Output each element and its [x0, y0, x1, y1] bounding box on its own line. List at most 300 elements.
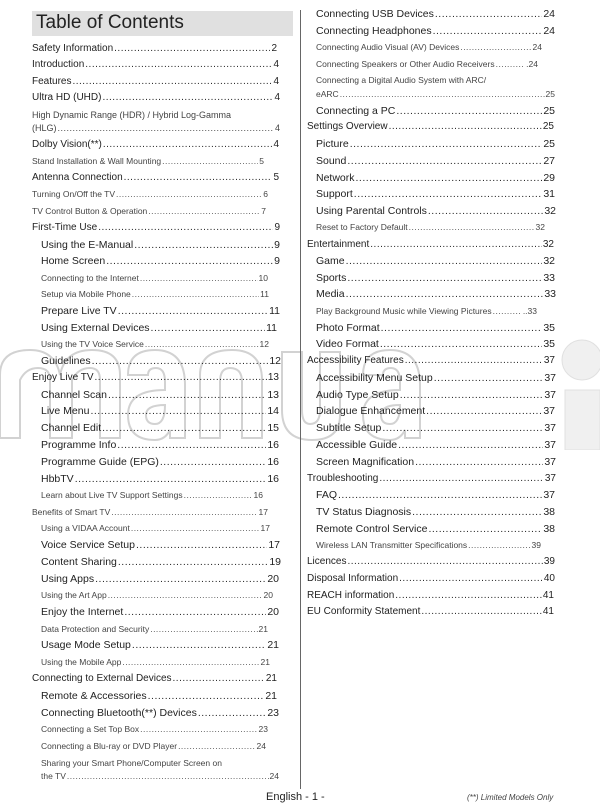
toc-entry-label: TV Control Button & Operation — [32, 206, 148, 216]
toc-entry-page-number: 33 — [544, 288, 556, 300]
footer-limited-models-note: (**) Limited Models Only — [467, 793, 554, 802]
toc-entry-label: Turning On/Off the TV — [32, 189, 115, 199]
toc-entry-page-number: 21 — [260, 657, 270, 667]
toc-entry-label: Ultra HD (UHD) — [32, 92, 102, 103]
toc-entry-page-number: 32 — [535, 222, 545, 232]
dot-leader — [493, 304, 522, 318]
toc-entry-page-number: 41 — [542, 590, 554, 601]
toc-entry-label: Screen Magnification — [316, 456, 415, 468]
toc-entry[interactable] — [41, 555, 281, 569]
dot-leader — [184, 488, 253, 502]
toc-entry-label: Connecting a Blu-ray or DVD Player — [41, 741, 178, 751]
toc-entry[interactable] — [41, 605, 279, 619]
dot-leader — [134, 238, 273, 252]
dot-leader — [356, 171, 543, 185]
toc-entry-page-number: 25 — [543, 138, 555, 150]
toc-entry[interactable] — [41, 638, 279, 652]
toc-entry-label: Game — [316, 255, 345, 267]
toc-entry-page-number: 16 — [253, 490, 263, 500]
dot-leader — [435, 7, 542, 21]
toc-entry-page-number: 24 — [532, 42, 542, 52]
toc-entry-page-number: 15 — [267, 422, 279, 434]
toc-entry-label: Sports — [316, 272, 347, 284]
dot-leader — [399, 572, 543, 586]
toc-entry-label: Connecting a PC — [316, 105, 396, 117]
toc-entry-page-number: 17 — [258, 507, 268, 517]
dot-leader — [380, 337, 542, 351]
dot-leader — [340, 87, 545, 101]
toc-entry[interactable] — [307, 120, 554, 134]
toc-entry[interactable] — [32, 75, 279, 89]
toc-entry-label: Using the TV Voice Service — [41, 339, 144, 349]
toc-entry-page-number: 6 — [263, 189, 268, 199]
toc-entry-page-number: 38 — [543, 523, 555, 535]
toc-entry-label: Using Apps — [41, 573, 95, 585]
dot-leader — [400, 388, 544, 402]
toc-entry[interactable] — [32, 42, 277, 56]
toc-title-bar — [32, 11, 293, 36]
toc-entry-page-number: 32 — [542, 239, 554, 250]
toc-entry-label: Disposal Information — [307, 573, 399, 584]
dot-leader — [95, 371, 267, 385]
toc-entry-label: Connecting Headphones — [316, 25, 432, 37]
dot-leader — [103, 138, 273, 152]
toc-entry[interactable] — [32, 154, 264, 168]
toc-entry[interactable] — [41, 472, 279, 486]
toc-entry-page-number: 24 — [256, 741, 266, 751]
toc-entry[interactable] — [41, 521, 270, 535]
toc-entry-label: HbbTV — [41, 473, 74, 485]
dot-leader — [118, 555, 268, 569]
toc-entry-label: Safety Information — [32, 43, 114, 54]
toc-entry-page-number: 4 — [274, 92, 280, 103]
toc-entry[interactable] — [316, 7, 555, 21]
dot-leader — [132, 638, 266, 652]
toc-entry-page-number: 19 — [269, 556, 281, 568]
toc-entry[interactable] — [41, 488, 263, 502]
toc-entry[interactable] — [316, 254, 555, 268]
toc-entry[interactable] — [41, 588, 273, 602]
toc-entry-label: FAQ — [316, 489, 338, 501]
toc-entry-label: Usage Mode Setup — [41, 639, 131, 651]
toc-entry-page-number: 11 — [260, 289, 269, 299]
dot-leader — [350, 137, 543, 151]
dot-leader — [178, 739, 255, 753]
toc-entry-label: Troubleshooting — [307, 473, 379, 484]
toc-entry-label: Enjoy the Internet — [41, 606, 124, 618]
toc-entry[interactable] — [316, 204, 556, 218]
toc-entry-label: Connecting Speakers or Other Audio Receivers — [316, 59, 495, 69]
toc-entry[interactable] — [316, 421, 556, 435]
dot-leader — [108, 588, 263, 602]
toc-entry-page-number: 23 — [267, 707, 279, 719]
toc-title: Table of Contents — [36, 12, 184, 33]
dot-leader — [395, 589, 542, 603]
dot-leader — [114, 42, 270, 56]
toc-entry[interactable] — [316, 154, 555, 168]
dot-leader — [117, 438, 266, 452]
toc-entry[interactable] — [32, 187, 268, 201]
toc-entry[interactable] — [307, 572, 555, 586]
toc-entry-label: Connecting Audio Visual (AV) Devices — [316, 42, 460, 52]
toc-entry-page-number: 9 — [274, 222, 280, 233]
toc-entry-label: Reset to Factory Default — [316, 222, 408, 232]
dot-leader — [370, 238, 542, 252]
toc-entry-label: Dialogue Enhancement — [316, 405, 426, 417]
toc-entry-label: Enjoy Live TV — [32, 372, 94, 383]
toc-entry-label-continuation: eARC — [316, 89, 339, 99]
toc-entry[interactable] — [32, 371, 279, 385]
toc-entry-label: Connecting to the Internet — [41, 273, 139, 283]
toc-entry-label: Prepare Live TV — [41, 305, 117, 317]
toc-entry-page-number: 24 — [269, 771, 279, 781]
toc-entry[interactable] — [316, 388, 556, 402]
dot-leader — [75, 472, 267, 486]
toc-entry[interactable] — [316, 404, 555, 418]
toc-entry[interactable] — [32, 171, 279, 185]
dot-leader — [106, 254, 273, 268]
dot-leader — [67, 769, 269, 783]
dot-leader — [428, 204, 543, 218]
toc-entry-page-number: 39 — [543, 556, 555, 567]
toc-entry[interactable] — [316, 488, 555, 502]
toc-entry-label: Remote & Accessories — [41, 690, 147, 702]
toc-entry-page-number: 37 — [544, 422, 556, 434]
toc-entry-label: Programme Info — [41, 439, 117, 451]
toc-entry[interactable] — [32, 204, 266, 218]
dot-leader — [108, 388, 266, 402]
toc-entry-page-number: 24 — [543, 8, 555, 20]
toc-entry-label: Connecting a Set Top Box — [41, 724, 140, 734]
toc-entry[interactable] — [307, 472, 556, 486]
dot-leader — [346, 287, 544, 301]
toc-entry-label: Connecting USB Devices — [316, 8, 434, 20]
toc-entry-page-number: 9 — [274, 239, 280, 251]
toc-entry-page-number: 21 — [258, 624, 268, 634]
toc-entry-page-number: 14 — [267, 405, 279, 417]
toc-entry-label: Content Sharing — [41, 556, 117, 568]
dot-leader — [136, 538, 267, 552]
toc-entry-label: Antenna Connection — [32, 172, 123, 183]
dot-leader — [151, 321, 266, 335]
dot-leader — [90, 404, 266, 418]
toc-entry-page-number: 24 — [543, 25, 555, 37]
toc-entry[interactable] — [316, 337, 555, 351]
toc-entry-label: Entertainment — [307, 239, 370, 250]
toc-entry[interactable] — [316, 220, 545, 234]
toc-entry-page-number: 16 — [267, 439, 279, 451]
toc-entry[interactable] — [307, 605, 554, 619]
toc-entry-label: EU Conformity Statement — [307, 606, 421, 617]
toc-entry-label: Play Background Music while Viewing Pictures — [316, 306, 492, 316]
dot-leader — [162, 154, 258, 168]
dot-leader — [124, 171, 273, 185]
dot-leader — [354, 187, 543, 201]
toc-entry-page-number: 40 — [543, 573, 555, 584]
toc-entry[interactable] — [41, 254, 280, 268]
toc-entry-label: Using the E-Manual — [41, 239, 134, 251]
toc-entry-page-number: 33 — [543, 272, 555, 284]
toc-entry-page-number: 35 — [543, 322, 555, 334]
toc-entry-page-number: 37 — [544, 389, 556, 401]
toc-entry-label: Learn about Live TV Support Settings — [41, 490, 183, 500]
toc-entry[interactable] — [316, 455, 556, 469]
toc-entry-label: Remote Control Service — [316, 523, 428, 535]
dot-leader — [426, 404, 542, 418]
toc-entry[interactable] — [316, 40, 542, 54]
toc-entry-label: Connecting Bluetooth(**) Devices — [41, 707, 197, 719]
dot-leader — [95, 572, 266, 586]
toc-entry-page-number: 21 — [265, 690, 277, 702]
toc-entry-label: Settings Overview — [307, 121, 388, 132]
toc-entry[interactable] — [41, 455, 279, 469]
dot-leader — [85, 58, 272, 72]
toc-entry[interactable] — [316, 522, 555, 536]
toc-entry-page-number: 35 — [543, 338, 555, 350]
toc-entry[interactable] — [41, 769, 279, 783]
dot-leader — [409, 220, 535, 234]
dot-leader — [111, 505, 257, 519]
toc-entry[interactable] — [32, 91, 280, 105]
toc-entry[interactable] — [307, 354, 555, 368]
toc-entry[interactable] — [41, 404, 279, 418]
toc-entry[interactable] — [41, 238, 280, 252]
dot-leader — [173, 672, 265, 686]
toc-entry-label: Connecting to External Devices — [32, 673, 172, 684]
dot-leader — [118, 304, 268, 318]
toc-entry-page-number: 12 — [269, 355, 281, 367]
toc-entry[interactable] — [316, 171, 555, 185]
toc-entry-label-continuation: (HLG) — [32, 123, 57, 133]
toc-entry[interactable] — [41, 722, 268, 736]
toc-entry[interactable] — [316, 321, 555, 335]
toc-entry[interactable] — [316, 304, 537, 318]
toc-entry-label[interactable]: Connecting a Digital Audio System with ARC/ — [316, 75, 487, 85]
dot-leader — [347, 555, 542, 569]
toc-entry-page-number: 16 — [267, 473, 279, 485]
toc-entry[interactable] — [41, 689, 277, 703]
toc-entry-label: Using External Devices — [41, 322, 150, 334]
toc-entry-label: First-Time Use — [32, 222, 98, 233]
toc-entry-page-number: 4 — [273, 139, 279, 150]
toc-entry[interactable] — [41, 354, 281, 368]
toc-entry-page-number: 17 — [268, 539, 280, 551]
toc-entry[interactable] — [41, 337, 269, 351]
toc-entry-label: Wireless LAN Transmitter Specifications — [316, 540, 468, 550]
toc-entry-page-number: 39 — [531, 540, 541, 550]
toc-entry-page-number: 29 — [543, 172, 555, 184]
toc-entry-page-number: .24 — [526, 59, 538, 69]
dot-leader — [398, 438, 543, 452]
toc-entry-page-number: 41 — [542, 606, 554, 617]
toc-entry[interactable] — [41, 388, 279, 402]
dot-leader — [396, 104, 542, 118]
dot-leader — [460, 40, 531, 54]
dot-leader — [124, 605, 266, 619]
toc-entry-label: Data Protection and Security — [41, 624, 150, 634]
dot-leader — [131, 521, 260, 535]
toc-entry-label[interactable]: Sharing your Smart Phone/Computer Screen on — [41, 758, 222, 768]
toc-entry-page-number: ..33 — [522, 306, 537, 316]
dot-leader — [98, 221, 273, 235]
dot-leader — [58, 121, 274, 135]
toc-entry[interactable] — [32, 505, 268, 519]
toc-entry[interactable] — [316, 137, 555, 151]
toc-entry-label: TV Status Diagnosis — [316, 506, 412, 518]
toc-entry-label: Accessible Guide — [316, 439, 398, 451]
toc-entry-page-number: 37 — [544, 456, 556, 468]
toc-entry-page-number: 9 — [274, 255, 280, 267]
toc-entry-page-number: 11 — [269, 305, 280, 317]
toc-entry[interactable] — [41, 572, 279, 586]
toc-entry-page-number: 20 — [267, 573, 279, 585]
toc-entry-label: Media — [316, 288, 345, 300]
dot-leader — [421, 605, 542, 619]
dot-leader — [150, 622, 257, 636]
toc-entry[interactable] — [307, 238, 554, 252]
toc-entry[interactable] — [32, 138, 279, 152]
toc-entry[interactable] — [41, 706, 279, 720]
dot-leader — [428, 522, 542, 536]
toc-entry[interactable] — [41, 287, 269, 301]
toc-entry-page-number: 25 — [542, 121, 554, 132]
toc-entry[interactable] — [316, 87, 555, 101]
toc-entry-page-number: 37 — [544, 439, 556, 451]
toc-entry-page-number: 25 — [543, 105, 555, 117]
toc-entry-label: Live Menu — [41, 405, 90, 417]
dot-leader — [145, 337, 259, 351]
toc-entry-page-number: 21 — [267, 639, 279, 651]
toc-entry[interactable] — [316, 505, 555, 519]
toc-entry[interactable] — [32, 672, 277, 686]
toc-entry-label: Accessibility Features — [307, 355, 404, 366]
toc-entry-page-number: 12 — [259, 339, 269, 349]
toc-entry[interactable] — [41, 438, 279, 452]
column-divider — [300, 10, 301, 789]
toc-entry-label: Using a VIDAA Account — [41, 523, 130, 533]
toc-entry-page-number: 25 — [545, 89, 555, 99]
toc-entry[interactable] — [307, 589, 554, 603]
toc-entry[interactable] — [41, 739, 266, 753]
toc-entry-label: Video Format — [316, 338, 379, 350]
toc-entry-page-number: 27 — [543, 155, 555, 167]
dot-leader — [102, 421, 266, 435]
toc-entry-page-number: 37 — [543, 489, 555, 501]
toc-entry[interactable] — [307, 555, 555, 569]
toc-entry-label: Benefits of Smart TV — [32, 507, 111, 517]
toc-entry-label: Channel Scan — [41, 389, 107, 401]
toc-entry-label: Channel Edit — [41, 422, 102, 434]
dot-leader — [346, 254, 543, 268]
toc-entry[interactable] — [41, 304, 280, 318]
dot-leader — [102, 91, 273, 105]
dot-leader — [389, 120, 542, 134]
toc-entry-label: Photo Format — [316, 322, 380, 334]
toc-entry[interactable] — [316, 271, 555, 285]
toc-entry[interactable] — [41, 271, 268, 285]
toc-entry-page-number: 7 — [261, 206, 266, 216]
toc-entry-page-number: 16 — [267, 456, 279, 468]
toc-entry-page-number: 13 — [267, 389, 279, 401]
dot-leader — [496, 57, 526, 71]
toc-entry-page-number: 2 — [271, 43, 277, 54]
toc-entry[interactable] — [316, 187, 555, 201]
toc-entry-page-number: 37 — [543, 355, 555, 366]
toc-entry-page-number: 4 — [273, 59, 279, 70]
toc-entry-label: REACH information — [307, 590, 395, 601]
dot-leader — [132, 287, 259, 301]
toc-entry-page-number: 21 — [265, 673, 277, 684]
dot-leader — [140, 722, 257, 736]
toc-entry-label: Stand Installation & Wall Mounting — [32, 156, 162, 166]
toc-entry-label: Setup via Mobile Phone — [41, 289, 131, 299]
toc-entry[interactable] — [41, 622, 268, 636]
dot-leader — [148, 204, 260, 218]
toc-entry[interactable] — [316, 57, 538, 71]
toc-entry-label: Using Parental Controls — [316, 205, 427, 217]
toc-entry[interactable] — [41, 538, 280, 552]
dot-leader — [72, 75, 272, 89]
toc-entry[interactable] — [316, 438, 556, 452]
toc-entry-label[interactable]: High Dynamic Range (HDR) / Hybrid Log-Gamma — [32, 110, 232, 120]
toc-entry-label: Accessibility Menu Setup — [316, 372, 433, 384]
dot-leader — [468, 538, 530, 552]
toc-entry-label: Using the Mobile App — [41, 657, 122, 667]
toc-entry-label: Dolby Vision(**) — [32, 139, 102, 150]
toc-entry-page-number: 32 — [544, 205, 556, 217]
toc-entry-label: Guidelines — [41, 355, 91, 367]
toc-entry[interactable] — [316, 538, 541, 552]
toc-entry-label: Support — [316, 188, 353, 200]
toc-entry-page-number: 37 — [544, 473, 556, 484]
toc-entry-label: Network — [316, 172, 355, 184]
toc-entry-page-number: 38 — [543, 506, 555, 518]
toc-entry-page-number: 5 — [259, 156, 264, 166]
dot-leader — [198, 706, 266, 720]
toc-entry-page-number: 23 — [258, 724, 268, 734]
toc-entry[interactable] — [316, 371, 556, 385]
toc-entry[interactable] — [316, 24, 555, 38]
dot-leader — [434, 371, 544, 385]
dot-leader — [92, 354, 269, 368]
toc-entry-label-continuation: the TV — [41, 771, 66, 781]
toc-entry[interactable] — [41, 421, 279, 435]
toc-entry[interactable] — [316, 287, 556, 301]
toc-entry[interactable] — [32, 221, 280, 235]
dot-leader — [347, 271, 542, 285]
toc-entry[interactable] — [32, 58, 279, 72]
toc-entry-label: Licences — [307, 556, 347, 567]
toc-entry-label: Voice Service Setup — [41, 539, 135, 551]
toc-entry-page-number: 13 — [267, 372, 279, 383]
toc-entry-label: Home Screen — [41, 255, 106, 267]
toc-entry[interactable] — [41, 321, 277, 335]
toc-entry[interactable] — [32, 121, 280, 135]
toc-entry-label: Features — [32, 76, 72, 87]
toc-entry-page-number: 32 — [543, 255, 555, 267]
dot-leader — [379, 472, 544, 486]
toc-entry[interactable] — [41, 655, 270, 669]
toc-entry-page-number: 31 — [543, 188, 555, 200]
dot-leader — [338, 488, 542, 502]
toc-entry-label: Subtitle Setup — [316, 422, 382, 434]
toc-entry[interactable] — [316, 104, 555, 118]
dot-leader — [412, 505, 542, 519]
toc-entry-page-number: 37 — [544, 372, 556, 384]
dot-leader — [381, 321, 543, 335]
footer-page-number: English - 1 - — [266, 791, 325, 803]
toc-entry-page-number: 11 — [266, 322, 277, 334]
